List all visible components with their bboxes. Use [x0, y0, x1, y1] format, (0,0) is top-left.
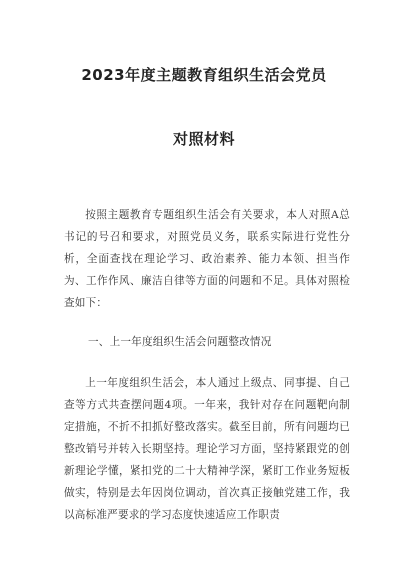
intro-paragraph: 按照主题教育专题组织生活会有关要求，本人对照A总书记的号召和要求，对照党员义务，联系实际进行党性分析，全面查找在理论学习、政治素养、能力本领、担当作为、工作作风、廉洁自律等方面的问题和不足。具体对照检查如下： — [64, 209, 350, 309]
document-subtitle: 对照材料 — [172, 130, 235, 148]
document-title: 2023年度主题教育组织生活会党员 — [81, 66, 327, 84]
body-paragraph: 上一年度组织生活会，本人通过上级点、同事提、自己查等方式共查摆问题4项。一年来，我针对存在问题靶向制定措施，不折不扣抓好整改落实。截至目前，所有问题均已整改销号并转入长期坚持。理论学习方面，坚持紧跟党的创新理论学懂，紧扣党的二十大精神学深，紧盯工作业务短板做实，特别是去年因岗位调动，首次真正接触党建工作，我以高标准严要求的学习态度快速适应工作职责 — [64, 377, 350, 521]
section-heading: 一、上一年度组织生活会问题整改情况 — [88, 336, 272, 348]
